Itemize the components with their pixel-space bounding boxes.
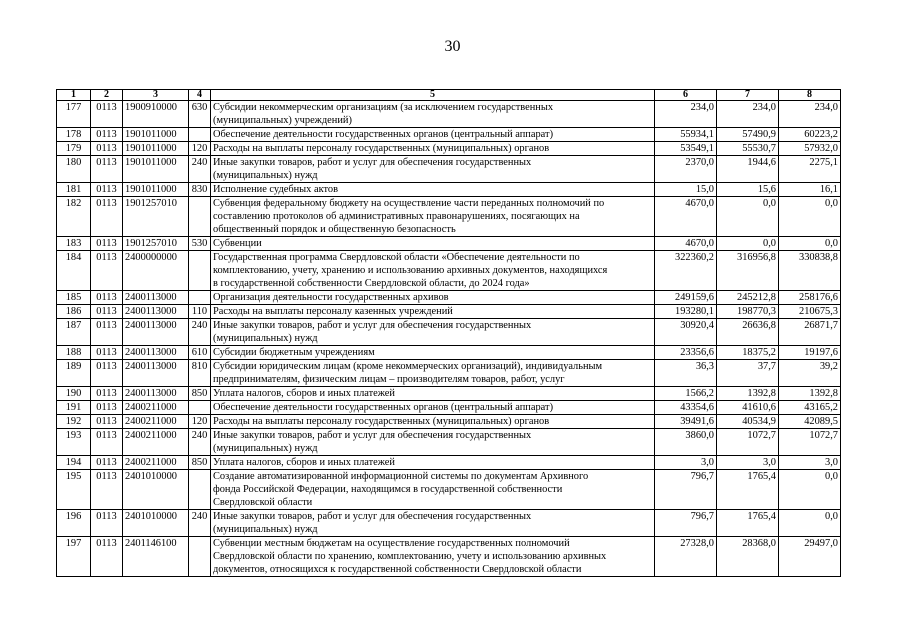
amount-cell-col6: 30920,4 <box>655 319 717 346</box>
item-name-line: Субвенции местным бюджетам на осуществление государственных полномочий <box>213 538 570 549</box>
target-article-cell: 2401146100 <box>123 537 189 577</box>
section-code-cell: 0113 <box>91 537 123 577</box>
table-row <box>57 537 841 577</box>
item-name-cell <box>211 183 655 197</box>
item-name-line: Иные закупки товаров, работ и услуг для обеспечения государственных <box>213 157 532 168</box>
item-name-line: Организация деятельности государственных архивов <box>213 292 449 303</box>
expense-type-cell: 240 <box>189 319 211 346</box>
amount-cell-col7: 1944,6 <box>717 156 779 183</box>
item-name-cell <box>211 142 655 156</box>
section-code-cell: 0113 <box>91 415 123 429</box>
table-row <box>57 128 841 142</box>
col-header-1: 1 <box>57 90 91 101</box>
table-row <box>57 142 841 156</box>
amount-cell-col7: 0,0 <box>717 237 779 251</box>
amount-cell-col8: 3,0 <box>779 456 841 470</box>
table-row <box>57 401 841 415</box>
item-name-line: (муниципальных) нужд <box>213 170 318 181</box>
section-code-cell: 0113 <box>91 291 123 305</box>
amount-cell-col7: 234,0 <box>717 101 779 128</box>
expense-type-cell: 120 <box>189 142 211 156</box>
item-name-line: Уплата налогов, сборов и иных платежей <box>213 388 395 399</box>
section-code-cell: 0113 <box>91 156 123 183</box>
item-name-cell <box>211 415 655 429</box>
expense-type-cell <box>189 197 211 237</box>
section-code-cell: 0113 <box>91 429 123 456</box>
amount-cell-col6: 27328,0 <box>655 537 717 577</box>
amount-cell-col7: 1072,7 <box>717 429 779 456</box>
item-name-line: Субсидии бюджетным учреждениям <box>213 347 375 358</box>
amount-cell-col7: 1392,8 <box>717 387 779 401</box>
row-number-cell: 189 <box>57 360 91 387</box>
section-code-cell: 0113 <box>91 360 123 387</box>
item-name-line: Свердловской области <box>213 497 313 508</box>
table-row <box>57 346 841 360</box>
amount-cell-col7: 0,0 <box>717 197 779 237</box>
table-row <box>57 101 841 128</box>
row-number-cell: 191 <box>57 401 91 415</box>
section-code-cell: 0113 <box>91 237 123 251</box>
item-name-line: Исполнение судебных актов <box>213 184 338 195</box>
item-name-line: составлению протоколов об административных правонарушениях, посягающих на <box>213 211 580 222</box>
row-number-cell: 179 <box>57 142 91 156</box>
amount-cell-col6: 3860,0 <box>655 429 717 456</box>
item-name-cell <box>211 305 655 319</box>
row-number-cell: 194 <box>57 456 91 470</box>
item-name-line: Иные закупки товаров, работ и услуг для обеспечения государственных <box>213 511 532 522</box>
amount-cell-col6: 43354,6 <box>655 401 717 415</box>
item-name-line: (муниципальных) нужд <box>213 443 318 454</box>
table-row <box>57 456 841 470</box>
item-name-cell <box>211 237 655 251</box>
amount-cell-col8: 330838,8 <box>779 251 841 291</box>
item-name-line: Государственная программа Свердловской области «Обеспечение деятельности по <box>213 252 580 263</box>
amount-cell-col6: 53549,1 <box>655 142 717 156</box>
amount-cell-col8: 39,2 <box>779 360 841 387</box>
expense-type-cell <box>189 251 211 291</box>
item-name-cell <box>211 319 655 346</box>
item-name-line: Обеспечение деятельности государственных органов (центральный аппарат) <box>213 129 554 140</box>
section-code-cell: 0113 <box>91 197 123 237</box>
amount-cell-col7: 18375,2 <box>717 346 779 360</box>
row-number-cell: 185 <box>57 291 91 305</box>
amount-cell-col6: 3,0 <box>655 456 717 470</box>
item-name-line: Свердловской области по хранению, комплектованию, учету и использованию архивных <box>213 551 607 562</box>
target-article-cell: 2400113000 <box>123 387 189 401</box>
row-number-cell: 182 <box>57 197 91 237</box>
item-name-cell <box>211 401 655 415</box>
row-number-cell: 196 <box>57 510 91 537</box>
amount-cell-col7: 40534,9 <box>717 415 779 429</box>
amount-cell-col7: 28368,0 <box>717 537 779 577</box>
item-name-line: комплектованию, учету, хранению и использованию архивных документов, находящихся <box>213 265 608 276</box>
item-name-cell <box>211 387 655 401</box>
target-article-cell: 2400211000 <box>123 415 189 429</box>
amount-cell-col7: 316956,8 <box>717 251 779 291</box>
item-name-cell <box>211 470 655 510</box>
amount-cell-col8: 57932,0 <box>779 142 841 156</box>
item-name-cell <box>211 456 655 470</box>
amount-cell-col6: 2370,0 <box>655 156 717 183</box>
amount-cell-col6: 55934,1 <box>655 128 717 142</box>
amount-cell-col7: 198770,3 <box>717 305 779 319</box>
item-name-cell <box>211 128 655 142</box>
amount-cell-col7: 1765,4 <box>717 510 779 537</box>
section-code-cell: 0113 <box>91 305 123 319</box>
item-name-cell <box>211 156 655 183</box>
item-name-line: (муниципальных) нужд <box>213 524 318 535</box>
budget-table <box>56 89 841 577</box>
amount-cell-col7: 1765,4 <box>717 470 779 510</box>
col-header-4: 4 <box>189 90 211 101</box>
target-article-cell: 2400113000 <box>123 346 189 360</box>
row-number-cell: 195 <box>57 470 91 510</box>
expense-type-cell: 850 <box>189 456 211 470</box>
item-name-cell <box>211 360 655 387</box>
amount-cell-col6: 234,0 <box>655 101 717 128</box>
table-header-row <box>57 90 841 101</box>
amount-cell-col6: 796,7 <box>655 470 717 510</box>
row-number-cell: 192 <box>57 415 91 429</box>
col-header-7: 7 <box>717 90 779 101</box>
row-number-cell: 186 <box>57 305 91 319</box>
amount-cell-col6: 1566,2 <box>655 387 717 401</box>
section-code-cell: 0113 <box>91 346 123 360</box>
target-article-cell: 1901011000 <box>123 128 189 142</box>
table-row <box>57 197 841 237</box>
item-name-cell <box>211 429 655 456</box>
amount-cell-col6: 15,0 <box>655 183 717 197</box>
row-number-cell: 177 <box>57 101 91 128</box>
amount-cell-col7: 15,6 <box>717 183 779 197</box>
expense-type-cell <box>189 128 211 142</box>
amount-cell-col8: 26871,7 <box>779 319 841 346</box>
item-name-cell <box>211 197 655 237</box>
amount-cell-col8: 1392,8 <box>779 387 841 401</box>
amount-cell-col8: 234,0 <box>779 101 841 128</box>
section-code-cell: 0113 <box>91 128 123 142</box>
expense-type-cell: 810 <box>189 360 211 387</box>
expense-type-cell <box>189 401 211 415</box>
item-name-cell <box>211 510 655 537</box>
table-row <box>57 415 841 429</box>
item-name-line: Субвенция федеральному бюджету на осуществление части переданных полномочий по <box>213 198 605 209</box>
amount-cell-col6: 36,3 <box>655 360 717 387</box>
item-name-cell <box>211 101 655 128</box>
col-header-8: 8 <box>779 90 841 101</box>
expense-type-cell: 850 <box>189 387 211 401</box>
amount-cell-col8: 0,0 <box>779 237 841 251</box>
amount-cell-col7: 245212,8 <box>717 291 779 305</box>
expense-type-cell: 530 <box>189 237 211 251</box>
item-name-line: Создание автоматизированной информационной системы по документам Архивного <box>213 471 589 482</box>
table-row <box>57 360 841 387</box>
amount-cell-col8: 1072,7 <box>779 429 841 456</box>
table-row <box>57 470 841 510</box>
table-row <box>57 429 841 456</box>
item-name-line: Обеспечение деятельности государственных органов (центральный аппарат) <box>213 402 554 413</box>
item-name-line: Иные закупки товаров, работ и услуг для обеспечения государственных <box>213 320 532 331</box>
item-name-cell <box>211 537 655 577</box>
row-number-cell: 183 <box>57 237 91 251</box>
target-article-cell: 2400211000 <box>123 456 189 470</box>
amount-cell-col8: 210675,3 <box>779 305 841 319</box>
table-row <box>57 237 841 251</box>
amount-cell-col7: 41610,6 <box>717 401 779 415</box>
target-article-cell: 2401010000 <box>123 470 189 510</box>
expense-type-cell: 830 <box>189 183 211 197</box>
item-name-line: Расходы на выплаты персоналу государственных (муниципальных) органов <box>213 143 550 154</box>
amount-cell-col8: 42089,5 <box>779 415 841 429</box>
target-article-cell: 2401010000 <box>123 510 189 537</box>
row-number-cell: 188 <box>57 346 91 360</box>
item-name-line: Расходы на выплаты персоналу казенных учреждений <box>213 306 453 317</box>
item-name-line: в государственной собственности Свердловской области, до 2024 года» <box>213 278 530 289</box>
section-code-cell: 0113 <box>91 470 123 510</box>
target-article-cell: 1901257010 <box>123 237 189 251</box>
target-article-cell: 1901011000 <box>123 156 189 183</box>
target-article-cell: 1900910000 <box>123 101 189 128</box>
amount-cell-col7: 37,7 <box>717 360 779 387</box>
section-code-cell: 0113 <box>91 101 123 128</box>
amount-cell-col6: 193280,1 <box>655 305 717 319</box>
amount-cell-col8: 29497,0 <box>779 537 841 577</box>
expense-type-cell: 240 <box>189 156 211 183</box>
item-name-line: Субсидии юридическим лицам (кроме некоммерческих организаций), индивидуальным <box>213 361 603 372</box>
col-header-3: 3 <box>123 90 189 101</box>
section-code-cell: 0113 <box>91 183 123 197</box>
target-article-cell: 2400000000 <box>123 251 189 291</box>
section-code-cell: 0113 <box>91 401 123 415</box>
table-row <box>57 291 841 305</box>
expense-type-cell: 630 <box>189 101 211 128</box>
table-row <box>57 251 841 291</box>
expense-type-cell: 240 <box>189 429 211 456</box>
amount-cell-col6: 39491,6 <box>655 415 717 429</box>
amount-cell-col8: 0,0 <box>779 197 841 237</box>
amount-cell-col8: 19197,6 <box>779 346 841 360</box>
item-name-line: Расходы на выплаты персоналу государственных (муниципальных) органов <box>213 416 550 427</box>
expense-type-cell: 120 <box>189 415 211 429</box>
item-name-line: Субсидии некоммерческим организациям (за исключением государственных <box>213 102 554 113</box>
item-name-cell <box>211 346 655 360</box>
item-name-line: фонда Российской Федерации, находящимся в государственной собственности <box>213 484 563 495</box>
row-number-cell: 181 <box>57 183 91 197</box>
item-name-line: (муниципальных) учреждений) <box>213 115 352 126</box>
item-name-cell <box>211 291 655 305</box>
amount-cell-col7: 55530,7 <box>717 142 779 156</box>
row-number-cell: 187 <box>57 319 91 346</box>
col-header-6: 6 <box>655 90 717 101</box>
target-article-cell: 2400113000 <box>123 360 189 387</box>
table-row <box>57 387 841 401</box>
item-name-line: Уплата налогов, сборов и иных платежей <box>213 457 395 468</box>
item-name-line: документов, относящихся к государственной собственности Свердловской области <box>213 564 582 575</box>
item-name-cell <box>211 251 655 291</box>
amount-cell-col8: 0,0 <box>779 470 841 510</box>
expense-type-cell: 110 <box>189 305 211 319</box>
amount-cell-col8: 258176,6 <box>779 291 841 305</box>
amount-cell-col6: 23356,6 <box>655 346 717 360</box>
amount-cell-col8: 43165,2 <box>779 401 841 415</box>
table-row <box>57 183 841 197</box>
amount-cell-col6: 4670,0 <box>655 237 717 251</box>
table-row <box>57 156 841 183</box>
table-row <box>57 510 841 537</box>
table-row <box>57 305 841 319</box>
expense-type-cell <box>189 291 211 305</box>
section-code-cell: 0113 <box>91 387 123 401</box>
section-code-cell: 0113 <box>91 142 123 156</box>
target-article-cell: 2400211000 <box>123 429 189 456</box>
amount-cell-col8: 0,0 <box>779 510 841 537</box>
row-number-cell: 184 <box>57 251 91 291</box>
target-article-cell: 1901011000 <box>123 142 189 156</box>
section-code-cell: 0113 <box>91 510 123 537</box>
amount-cell-col8: 16,1 <box>779 183 841 197</box>
table-row <box>57 319 841 346</box>
target-article-cell: 1901257010 <box>123 197 189 237</box>
amount-cell-col7: 3,0 <box>717 456 779 470</box>
section-code-cell: 0113 <box>91 456 123 470</box>
page-number: 30 <box>444 38 461 55</box>
section-code-cell: 0113 <box>91 251 123 291</box>
table-body <box>57 101 841 577</box>
amount-cell-col7: 26636,8 <box>717 319 779 346</box>
amount-cell-col6: 4670,0 <box>655 197 717 237</box>
target-article-cell: 1901011000 <box>123 183 189 197</box>
section-code-cell: 0113 <box>91 319 123 346</box>
expense-type-cell <box>189 537 211 577</box>
item-name-line: Субвенции <box>213 238 262 249</box>
target-article-cell: 2400113000 <box>123 319 189 346</box>
expense-type-cell: 240 <box>189 510 211 537</box>
expense-type-cell <box>189 470 211 510</box>
row-number-cell: 197 <box>57 537 91 577</box>
row-number-cell: 190 <box>57 387 91 401</box>
expense-type-cell: 610 <box>189 346 211 360</box>
item-name-line: предпринимателям, физическим лицам – производителям товаров, работ, услуг <box>213 374 565 385</box>
amount-cell-col6: 796,7 <box>655 510 717 537</box>
row-number-cell: 193 <box>57 429 91 456</box>
amount-cell-col8: 2275,1 <box>779 156 841 183</box>
amount-cell-col6: 322360,2 <box>655 251 717 291</box>
amount-cell-col6: 249159,6 <box>655 291 717 305</box>
amount-cell-col7: 57490,9 <box>717 128 779 142</box>
item-name-line: общественный порядок и общественную безопасность <box>213 224 456 235</box>
target-article-cell: 2400211000 <box>123 401 189 415</box>
target-article-cell: 2400113000 <box>123 305 189 319</box>
row-number-cell: 178 <box>57 128 91 142</box>
item-name-line: (муниципальных) нужд <box>213 333 318 344</box>
col-header-5: 5 <box>211 90 655 101</box>
col-header-2: 2 <box>91 90 123 101</box>
target-article-cell: 2400113000 <box>123 291 189 305</box>
item-name-line: Иные закупки товаров, работ и услуг для обеспечения государственных <box>213 430 532 441</box>
amount-cell-col8: 60223,2 <box>779 128 841 142</box>
row-number-cell: 180 <box>57 156 91 183</box>
